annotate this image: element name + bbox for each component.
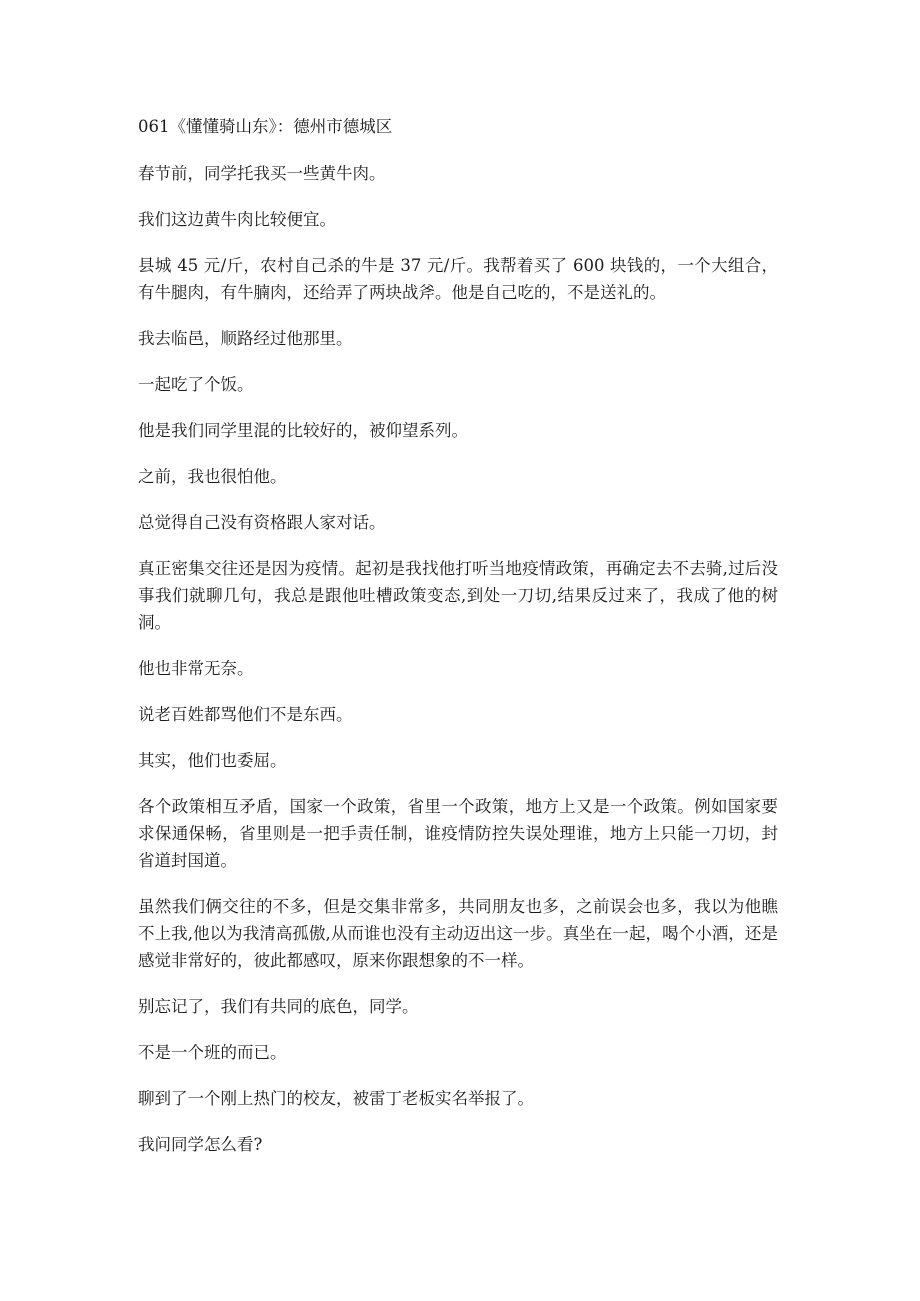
paragraph: 我问同学怎么看? [138,1135,263,1154]
paragraph: 不是一个班的而已。 [138,1043,287,1062]
paragraph: 总觉得自己没有资格跟人家对话。 [138,513,386,532]
paragraph: 之前，我也很怕他。 [138,467,287,486]
paragraph: 虽然我们俩交往的不多，但是交集非常多，共同朋友也多，之前误会也多，我以为他瞧不上我,他以为我清高孤傲,从而谁也没有主动迈出这一步。真坐在一起，喝个小酒，还是感觉非常好的，彼此都感叹，原来你跟想象的不一样。 [138,897,778,970]
paragraph: 春节前，同学托我买一些黄牛肉。 [138,164,386,183]
paragraph: 其实，他们也委屈。 [138,751,287,770]
paragraph: 聊到了一个刚上热门的校友，被雷丁老板实名举报了。 [138,1089,534,1108]
paragraph: 一起吃了个饭。 [138,375,254,394]
document-body [138,113,778,1177]
paragraph: 他是我们同学里混的比较好的，被仰望系列。 [138,421,468,440]
paragraph: 别忘记了，我们有共同的底色，同学。 [138,997,419,1016]
paragraph: 我们这边黄牛肉比较便宜。 [138,210,336,229]
paragraph: 各个政策相互矛盾，国家一个政策，省里一个政策，地方上又是一个政策。例如国家要求保通保畅，省里则是一把手责任制，谁疫情防控失误处理谁，地方上只能一刀切，封省道封国道。 [138,797,778,870]
paragraph: 真正密集交往还是因为疫情。起初是我找他打听当地疫情政策，再确定去不去骑,过后没事我们就聊几句，我总是跟他吐槽政策变态,到处一刀切,结果反过来了，我成了他的树洞。 [138,559,778,632]
paragraph: 他也非常无奈。 [138,659,254,678]
paragraph: 说老百姓都骂他们不是东西。 [138,705,353,724]
document-title: 061《懂懂骑山东》：德州市德城区 [138,117,393,136]
paragraph: 我去临邑，顺路经过他那里。 [138,329,353,348]
paragraph: 县城 45 元/斤，农村自己杀的牛是 37 元/斤。我帮着买了 600 块钱的，一个大组合，有牛腿肉，有牛腩肉，还给弄了两块战斧。他是自己吃的，不是送礼的。 [138,256,778,302]
